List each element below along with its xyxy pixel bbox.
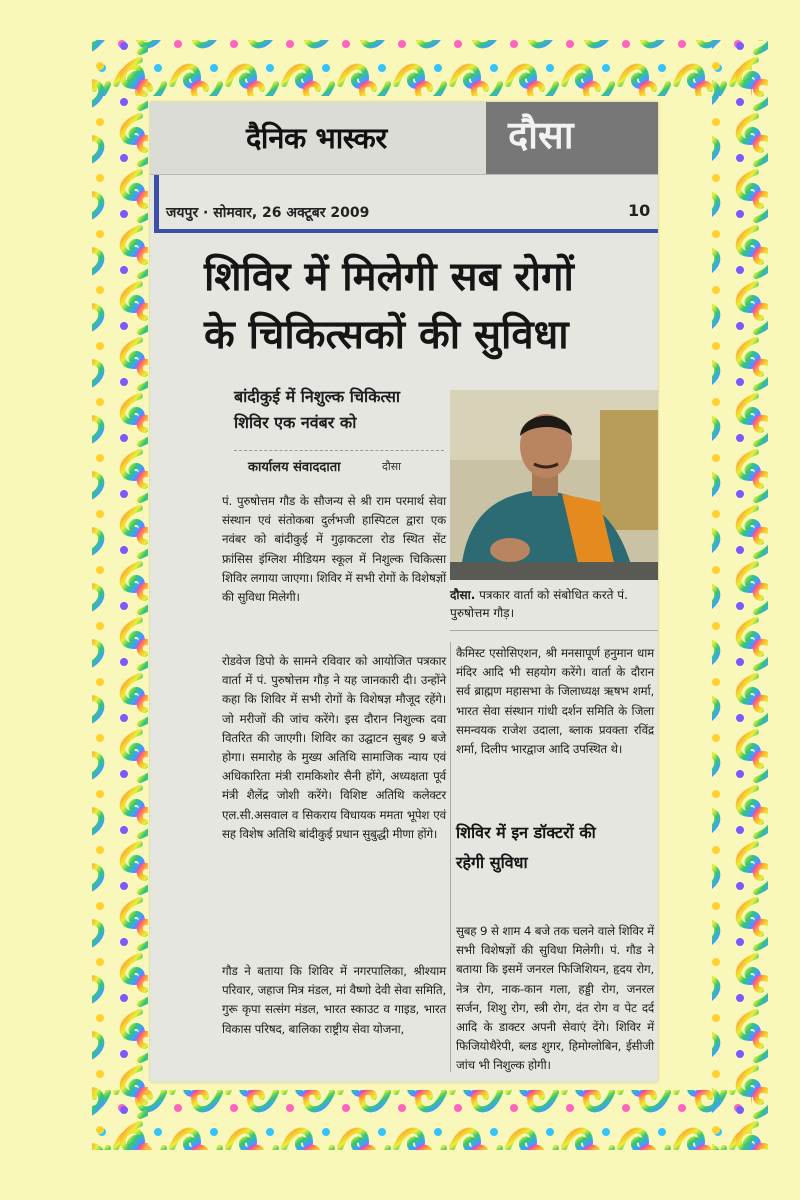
paragraph-text: गौड ने बताया कि शिविर में नगरपालिका, श्रीश्याम परिवार, जहाज मित्र मंडल, मां वैष्णो देवी सेवा समिति, गुरू कृपा सत्संग मंडल, भारत स्काउट व गाइड, भारत विकास परिषद, बालिका राष्ट्रीय सेवा योजना, <box>222 964 446 1036</box>
column-divider <box>450 642 451 1072</box>
subsection-line-2: रहेगी सुविधा <box>456 853 528 872</box>
masthead <box>150 102 658 174</box>
byline-place: दौसा <box>382 460 401 473</box>
article-paragraph-1 <box>222 492 446 607</box>
subheadline-line-1: बांदीकुई में निशुल्क चिकित्सा <box>234 387 401 406</box>
news-photo <box>450 390 658 580</box>
article-paragraph-4 <box>456 644 654 759</box>
dateline-bar <box>150 174 658 233</box>
dateline: जयपुर · सोमवार, 26 अक्टूबर 2009 <box>166 205 370 221</box>
subsection-line-1: शिविर में इन डॉक्टरों की <box>456 823 596 842</box>
photo-caption <box>450 586 658 622</box>
edition-tab: दौसा <box>486 102 658 174</box>
page-number: 10 <box>628 201 651 220</box>
headline-line-2: के चिकित्सकों की सुविधा <box>204 311 569 358</box>
accent-underline <box>154 229 658 233</box>
caption-text: पत्रकार वार्ता को संबोधित करते पं. पुरुषोत्तम गौड़। <box>450 588 628 620</box>
newspaper-name: दैनिक भास्कर <box>246 121 387 155</box>
subsection-heading <box>456 818 656 878</box>
article-paragraph-5 <box>456 922 654 1076</box>
newspaper-clipping <box>150 102 658 1082</box>
divider <box>450 630 658 631</box>
paragraph-text: रोडवेज डिपो के सामने रविवार को आयोजित पत्रकार वार्ता में पं. पुरुषोत्तम गौड़ ने यह जानकारी दी। उन्होंने कहा कि शिविर में सभी रोगों के विशेषज्ञ मौजूद रहेंगे। जो मरीजों की जांच करेंगे। इस दौरान निशुल्क दवा वितरित की जाएगी। शिविर का उद्घाटन सुबह 9 बजे होगा। समारोह के मुख्य अतिथि सामाजिक न्याय एवं अधिकारिता मंत्री रामकिशोर सैनी होंगे, अध्यक्षता पूर्व मंत्री शैलेंद्र जोशी करेंगे। विशिष्ट अतिथि कलेक्टर एल.सी.असवाल व सिकराय विधायक ममता भूपेश एवं सह विशेष अतिथि बांदीकुई प्रधान सुबुद्धी मीणा होंगे। <box>222 654 446 841</box>
subheadline-line-2: शिविर एक नवंबर को <box>234 413 357 432</box>
accent-bar <box>154 175 159 229</box>
headline <box>204 248 658 364</box>
paragraph-text: कैमिस्ट एसोसिएशन, श्री मनसापूर्ण हनुमान धाम मंदिर आदि भी सहयोग करेंगे। वार्ता के दौरान सर्व ब्राह्मण महासभा के जिलाध्यक्ष ऋषभ शर्मा, भारत सेवा संस्थान गांधी दर्शन समिति के जिला समन्वयक राजेश उदाला, ब्लाक प्रवक्ता रविंद्र शर्मा, दिलीप भारद्वाज आदि उपस्थित थे। <box>456 646 654 757</box>
byline-name: कार्यालय संवाददाता <box>248 460 341 475</box>
byline <box>234 450 444 479</box>
paragraph-text: पं. पुरुषोत्तम गौड के सौजन्य से श्री राम परमार्थ सेवा संस्थान एवं संतोकबा दुर्लभजी हास्पिटल द्वारा एक नवंबर को बांदीकुई में गुढ़ाकटला रोड स्थित सेंट फ्रांसिस इंग्लिश मीडियम स्कूल में निशुल्क चिकित्सा शिविर लगाया जाएगा। शिविर में सभी रोगों के विशेषज्ञों की सुविधा मिलेगी। <box>222 494 446 605</box>
paragraph-text: सुबह 9 से शाम 4 बजे तक चलने वाले शिविर में सभी विशेषज्ञों की सुविधा मिलेगी। पं. गौड ने बताया कि इसमें जनरल फिजिशियन, हृदय रोग, नेत्र रोग, नाक-कान गला, हड्डी रोग, जनरल सर्जन, शिशु रोग, स्त्री रोग, दंत रोग व पेट दर्द आदि के डाक्टर अपनी सेवाएं देंगे। शिविर में फिजियोथैरेपी, ब्लड शुगर, हिमोग्लोबिन, ईसीजी जांच भी निशुल्क होगी। <box>456 924 654 1073</box>
article-paragraph-2 <box>222 652 446 844</box>
headline-line-1: शिविर में मिलेगी सब रोगों <box>204 253 574 300</box>
article-paragraph-3 <box>222 962 446 1039</box>
subheadline <box>234 384 454 436</box>
caption-place: दौसा. <box>450 588 476 602</box>
